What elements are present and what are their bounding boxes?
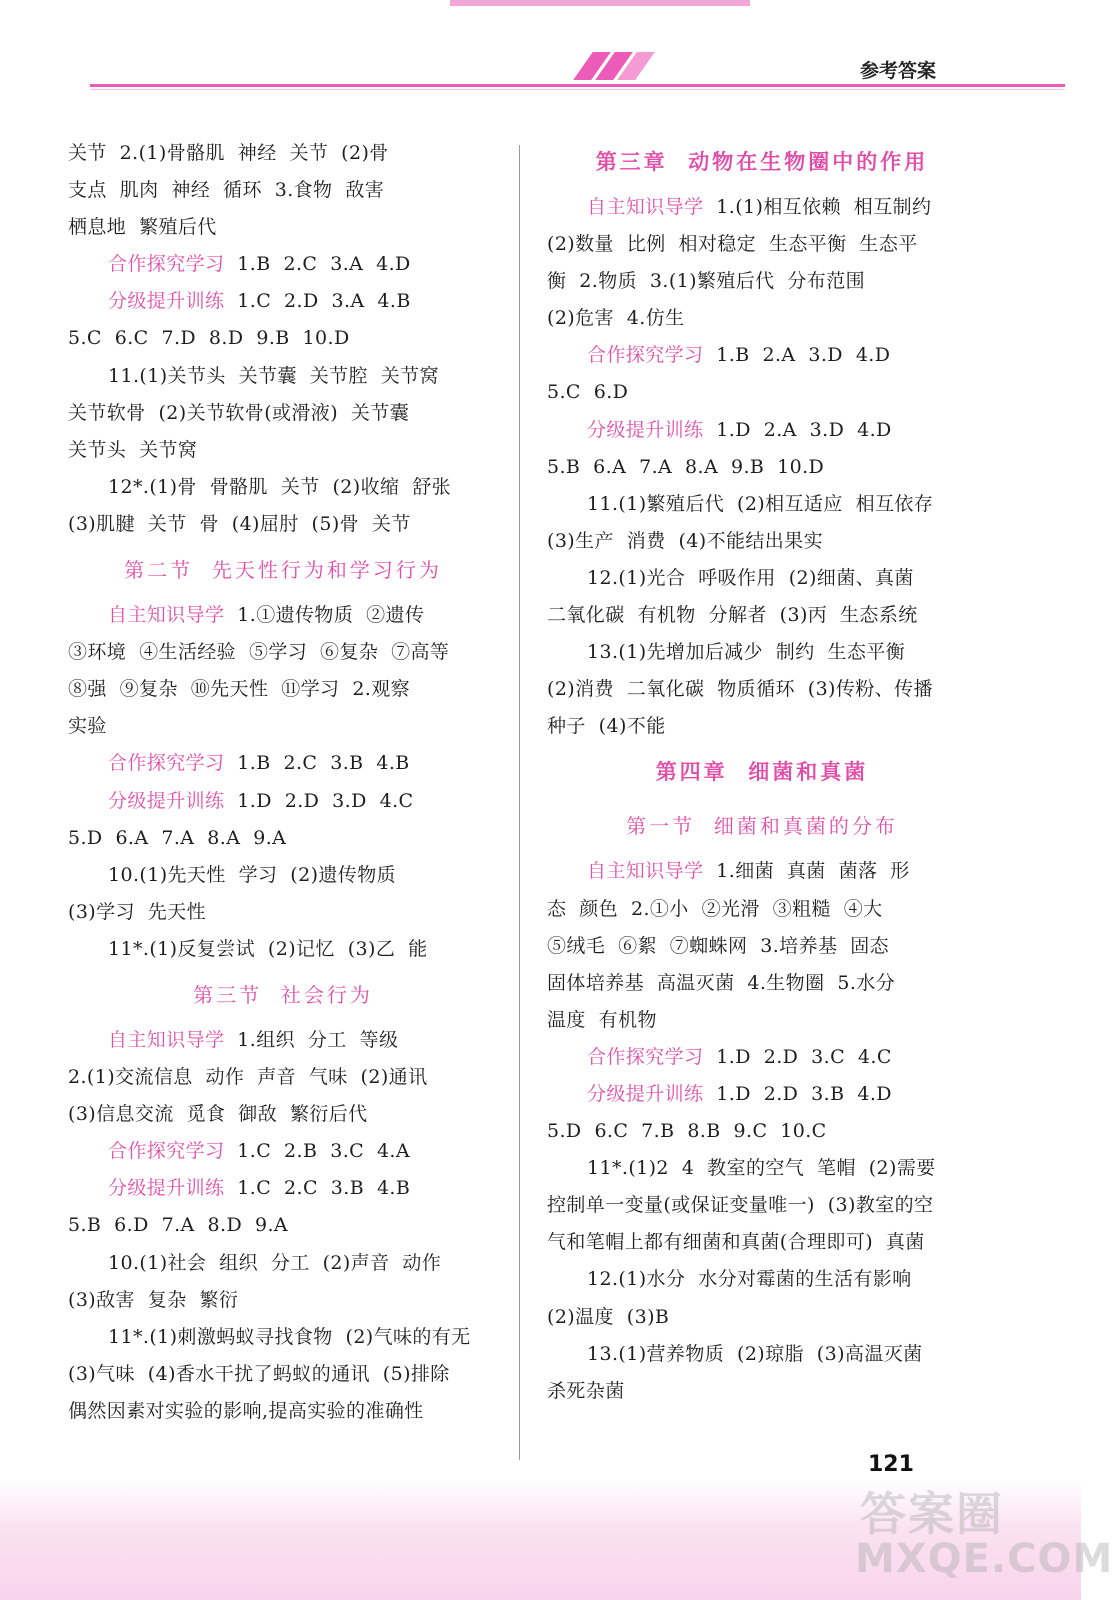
answer-section-label: 自主知识导学 <box>108 604 225 627</box>
answer-text: 1.细菌 真菌 菌落 形 <box>703 860 910 883</box>
answer-line: (2)温度 (3)B <box>547 1305 670 1328</box>
answer-section-label: 自主知识导学 <box>587 196 704 218</box>
answer-line: (3)敌害 复杂 繁衍 <box>68 1288 239 1311</box>
answer-line: ⑤绒毛 ⑥絮 ⑦蜘蛛网 3.培养基 固态 <box>547 934 890 957</box>
answer-text: 1.①遗传物质 ②遗传 <box>224 604 425 627</box>
answer-line <box>547 189 977 226</box>
answer-line: 11*.(1)刺激蚂蚁寻找食物 (2)气味的有无 <box>108 1325 471 1348</box>
answer-line: 关节软骨 (2)关节软骨(或滑液) 关节囊 <box>68 401 410 424</box>
answer-line: 衡 2.物质 3.(1)繁殖后代 分布范围 <box>547 270 866 293</box>
header-slash-decoration <box>575 52 645 82</box>
answer-line <box>547 337 977 374</box>
answer-line: 5.D 6.C 7.B 8.B 9.C 10.C <box>547 1120 827 1143</box>
answer-line: 12.(1)水分 水分对霉菌的生活有影响 <box>587 1268 912 1291</box>
answer-line <box>68 1133 498 1170</box>
answer-section-label: 分级提升训练 <box>108 789 225 812</box>
left-column <box>68 135 498 1430</box>
answer-line: (3)肌腱 关节 骨 (4)屈肘 (5)骨 关节 <box>68 512 411 535</box>
answer-line: 关节头 关节窝 <box>68 438 198 461</box>
answer-line: 10.(1)社会 组织 分工 (2)声音 动作 <box>108 1251 442 1274</box>
answer-line: 11.(1)繁殖后代 (2)相互适应 相互依存 <box>587 492 934 515</box>
answer-text: 1.B 2.A 3.D 4.D <box>703 344 891 367</box>
answer-text: 1.B 2.C 3.A 4.D <box>224 253 411 276</box>
answer-line: 栖息地 繁殖后代 <box>68 216 217 239</box>
answer-text: 1.C 2.C 3.B 4.B <box>224 1177 411 1200</box>
answer-line: 12.(1)光合 呼吸作用 (2)细菌、真菌 <box>587 566 914 589</box>
answer-line <box>68 783 498 820</box>
answer-line: 5.C 6.D <box>547 381 629 404</box>
answer-text: 1.D 2.D 3.B 4.D <box>703 1082 892 1105</box>
column-divider <box>519 145 520 1460</box>
watermark-url: MXQE.COM <box>855 1536 1113 1582</box>
answer-line <box>547 412 977 449</box>
answer-text: 1.C 2.B 3.C 4.A <box>224 1140 410 1163</box>
answer-line: 10.(1)先天性 学习 (2)遗传物质 <box>108 863 397 886</box>
answer-line: 13.(1)营养物质 (2)琼脂 (3)高温灭菌 <box>587 1342 923 1365</box>
answer-line: (3)信息交流 觅食 御敌 繁衍后代 <box>68 1103 368 1126</box>
top-decor-bar <box>450 0 750 6</box>
answer-text: 1.(1)相互依赖 相互制约 <box>703 196 932 218</box>
header-rule-thin <box>90 89 1065 90</box>
answer-line: 控制单一变量(或保证变量唯一) (3)教室的空 <box>547 1194 934 1217</box>
answer-line: 二氧化碳 有机物 分解者 (3)丙 生态系统 <box>547 604 918 627</box>
section-heading: 第三节 社会行为 <box>193 982 373 1007</box>
section-heading: 第一节 细菌和真菌的分布 <box>626 814 898 839</box>
answer-section-label: 分级提升训练 <box>587 418 704 441</box>
answer-line: 偶然因素对实验的影响,提高实验的准确性 <box>68 1399 424 1422</box>
answer-line <box>547 853 977 890</box>
answer-line: (2)数量 比例 相对稳定 生态平衡 生态平 <box>547 233 918 256</box>
answer-section-label: 分级提升训练 <box>108 290 225 313</box>
answer-section-label: 自主知识导学 <box>108 1028 225 1051</box>
answer-line: (3)气味 (4)香水干扰了蚂蚁的通讯 (5)排除 <box>68 1362 450 1385</box>
answer-section-label: 分级提升训练 <box>587 1082 704 1105</box>
answer-line: 实验 <box>68 715 107 738</box>
answer-section-label: 合作探究学习 <box>587 1045 704 1068</box>
section-heading: 第四章 细菌和真菌 <box>655 759 869 785</box>
answer-line: 11.(1)关节头 关节囊 关节腔 关节窝 <box>108 364 439 387</box>
answer-section-label: 合作探究学习 <box>108 1140 225 1163</box>
answer-line: 杀死杂菌 <box>547 1379 625 1402</box>
answer-text: 1.D 2.D 3.C 4.C <box>703 1045 892 1068</box>
answer-line: 2.(1)交流信息 动作 声音 气味 (2)通讯 <box>68 1066 428 1089</box>
answer-line <box>547 1076 977 1113</box>
answer-line: (3)学习 先天性 <box>68 900 206 923</box>
answer-text: 1.B 2.C 3.B 4.B <box>224 752 410 775</box>
answer-line <box>68 597 498 634</box>
answer-section-label: 自主知识导学 <box>587 860 704 883</box>
right-column <box>547 135 977 1410</box>
answer-line: 11*.(1)反复尝试 (2)记忆 (3)乙 能 <box>108 937 428 960</box>
answer-line: 13.(1)先增加后减少 制约 生态平衡 <box>587 641 906 664</box>
answer-line: 支点 肌肉 神经 循环 3.食物 敌害 <box>68 179 385 202</box>
answer-line: (2)消费 二氧化碳 物质循环 (3)传粉、传播 <box>547 678 933 701</box>
answer-line <box>68 1170 498 1207</box>
answer-section-label: 合作探究学习 <box>108 253 225 276</box>
answer-line <box>68 283 498 320</box>
answer-line: 种子 (4)不能 <box>547 715 666 738</box>
section-heading: 第二节 先天性行为和学习行为 <box>124 558 442 583</box>
answer-text: 1.D 2.A 3.D 4.D <box>703 418 892 441</box>
answer-line: 5.B 6.A 7.A 8.A 9.B 10.D <box>547 455 825 478</box>
answer-line: 关节 2.(1)骨骼肌 神经 关节 (2)骨 <box>68 142 389 164</box>
answer-line <box>547 1039 977 1076</box>
header-rule <box>90 84 1065 87</box>
answer-text: 1.D 2.D 3.D 4.C <box>224 789 414 812</box>
answer-line: 温度 有机物 <box>547 1008 657 1031</box>
section-heading: 第三章 动物在生物圈中的作用 <box>595 149 929 174</box>
answer-line: 5.B 6.D 7.A 8.D 9.A <box>68 1214 289 1237</box>
answer-line: (2)危害 4.仿生 <box>547 307 685 330</box>
answer-line: 固体培养基 高温灭菌 4.生物圈 5.水分 <box>547 971 896 994</box>
answer-line: 5.D 6.A 7.A 8.A 9.A <box>68 826 287 849</box>
answer-line: 气和笔帽上都有细菌和真菌(合理即可) 真菌 <box>547 1231 925 1254</box>
answer-line: (3)生产 消费 (4)不能结出果实 <box>547 529 823 552</box>
answer-line: ⑧强 ⑨复杂 ⑩先天性 ⑪学习 2.观察 <box>68 678 411 701</box>
watermark-logo <box>845 1470 1113 1595</box>
answer-line <box>68 1022 498 1059</box>
answer-section-label: 合作探究学习 <box>587 344 704 367</box>
answer-line: ③环境 ④生活经验 ⑤学习 ⑥复杂 ⑦高等 <box>68 641 450 664</box>
answer-text: 1.C 2.D 3.A 4.B <box>224 290 411 313</box>
answer-line: 5.C 6.C 7.D 8.D 9.B 10.D <box>68 327 350 350</box>
answer-line: 态 颜色 2.①小 ②光滑 ③粗糙 ④大 <box>547 897 883 920</box>
answer-line <box>68 745 498 782</box>
watermark-text: 答案圈 <box>860 1487 1004 1541</box>
answer-section-label: 合作探究学习 <box>108 752 225 775</box>
answer-line: 11*.(1)2 4 教室的空气 笔帽 (2)需要 <box>587 1157 936 1180</box>
page-number: 121 <box>868 1452 914 1477</box>
answer-section-label: 分级提升训练 <box>108 1177 225 1200</box>
header-title: 参考答案 <box>860 60 937 82</box>
answer-text: 1.组织 分工 等级 <box>224 1028 399 1051</box>
answer-line <box>68 246 498 283</box>
answer-line: 12*.(1)骨 骨骼肌 关节 (2)收缩 舒张 <box>108 475 452 498</box>
